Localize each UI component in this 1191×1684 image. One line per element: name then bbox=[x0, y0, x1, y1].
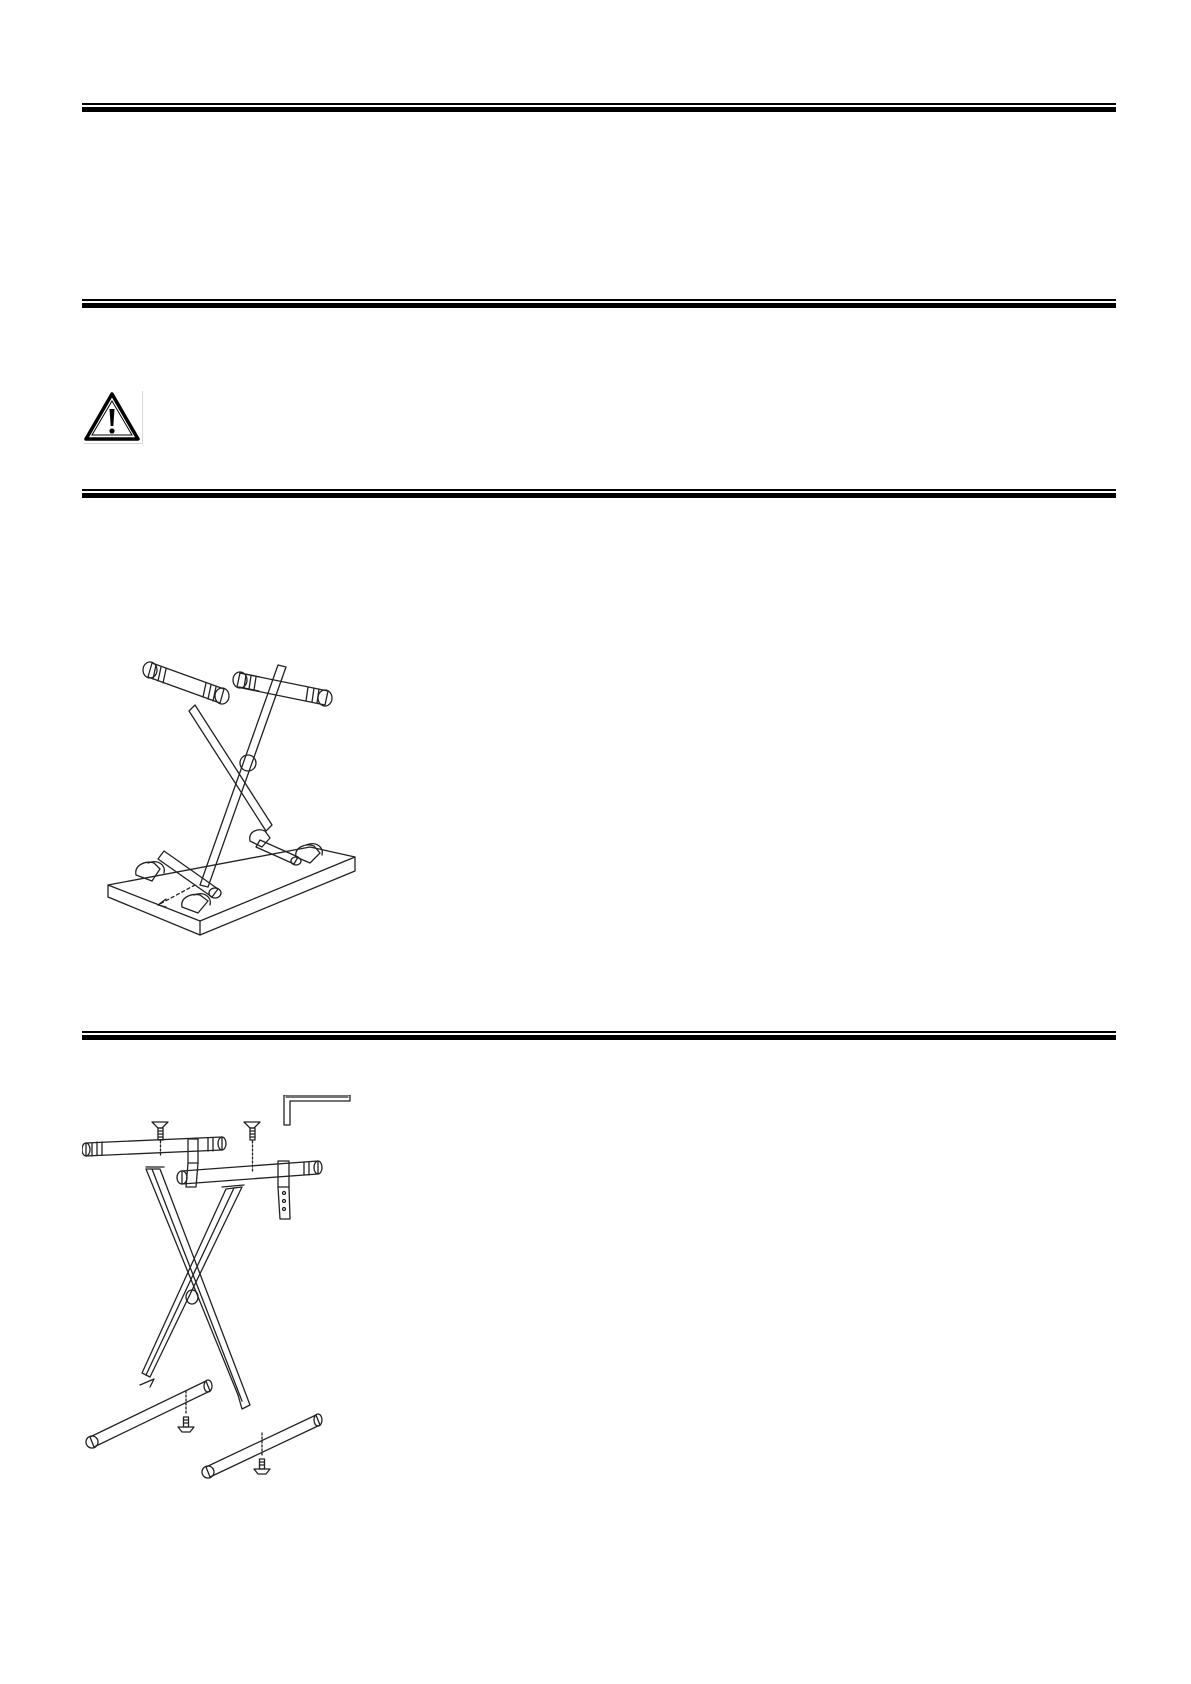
keyboard-stand-assembly-illustration bbox=[82, 1095, 357, 1480]
section-divider-2 bbox=[82, 299, 1116, 308]
warning-icon-frame bbox=[84, 391, 143, 444]
screw-icon bbox=[244, 1122, 260, 1171]
screw-icon bbox=[254, 1433, 270, 1474]
section-divider-1 bbox=[82, 103, 1116, 112]
section-divider-3 bbox=[82, 489, 1116, 498]
warning-triangle-icon bbox=[84, 391, 142, 443]
keyboard-stand-on-base-illustration bbox=[100, 635, 370, 970]
allen-key-icon bbox=[284, 1095, 350, 1125]
screw-icon bbox=[178, 1391, 194, 1432]
section-divider-4 bbox=[82, 1031, 1116, 1040]
